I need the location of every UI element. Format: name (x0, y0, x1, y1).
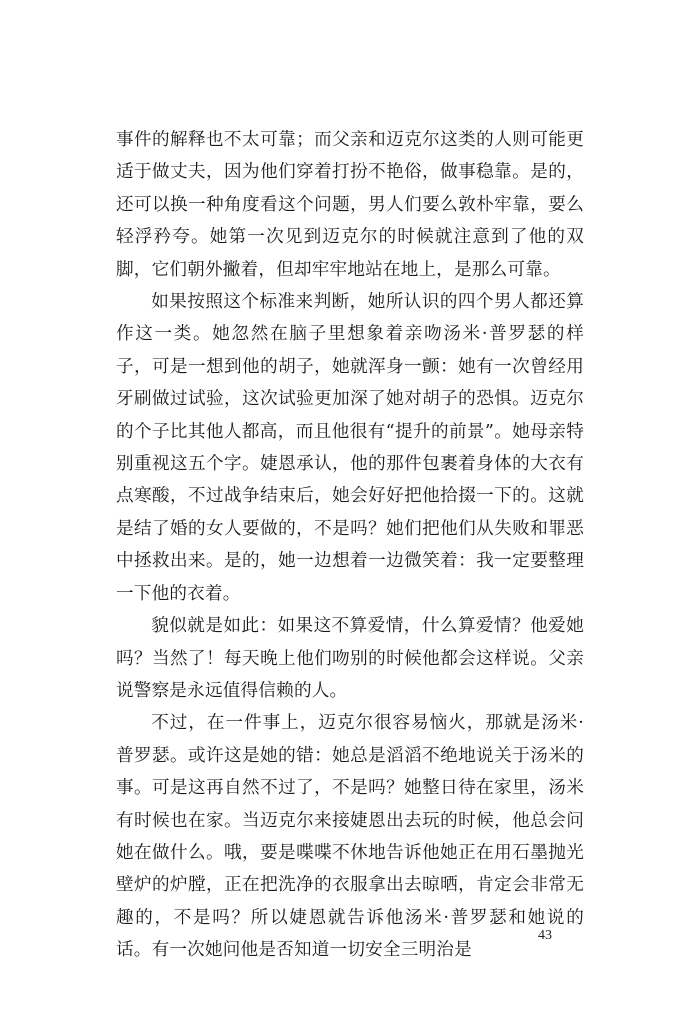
paragraph-4: 不过，在一件事上，迈克尔很容易恼火，那就是汤米·普罗瑟。或许这是她的错：她总是滔滔不绝地说关于汤米的事。可是这再自然不过了，不是吗？她整日待在家里，汤米有时候也在家。当迈克尔来接婕恩出去玩的时候，他总会问她在做什么。哦，要是喋喋不休地告诉他她正在用石墨抛光壁炉的炉膛，正在把洗净的衣服拿出去晾晒，肯定会非常无趣的，不是吗？所以婕恩就告诉他汤米·普罗瑟和她说的话。有一次她问他是否知道一切安全三明治是 (116, 713, 584, 961)
paragraph-3: 貌似就是如此：如果这不算爱情，什么算爱情？他爱她吗？当然了！每天晚上他们吻别的时候他都会这样说。父亲说警察是永远值得信赖的人。 (116, 616, 584, 701)
paragraph-1: 事件的解释也不太可靠；而父亲和迈克尔这类的人则可能更适于做丈夫，因为他们穿着打扮不艳俗，做事稳靠。是的，还可以换一种角度看这个问题，男人们要么敦朴牢靠，要么轻浮矜夸。她第一次见到迈克尔的时候就注意到了他的双脚，它们朝外撇着，但却牢牢地站在地上，是那么可靠。 (116, 130, 584, 280)
paragraph-2: 如果按照这个标准来判断，她所认识的四个男人都还算作这一类。她忽然在脑子里想象着亲吻汤米·普罗瑟的样子，可是一想到他的胡子，她就浑身一颤：她有一次曾经用牙刷做过试验，这次试验更加深了她对胡子的恐惧。迈克尔的个子比其他人都高，而且他很有“提升的前景”。她母亲特别重视这五个字。婕恩承认，他的那件包裹着身体的大衣有点寒酸，不过战争结束后，她会好好把他拾掇一下的。这就是结了婚的女人要做的，不是吗？她们把他们从失败和罪恶中拯救出来。是的，她一边想着一边微笑着：我一定要整理一下他的衣着。 (116, 292, 584, 604)
page-number: 43 (538, 928, 552, 943)
body-text (116, 124, 584, 967)
